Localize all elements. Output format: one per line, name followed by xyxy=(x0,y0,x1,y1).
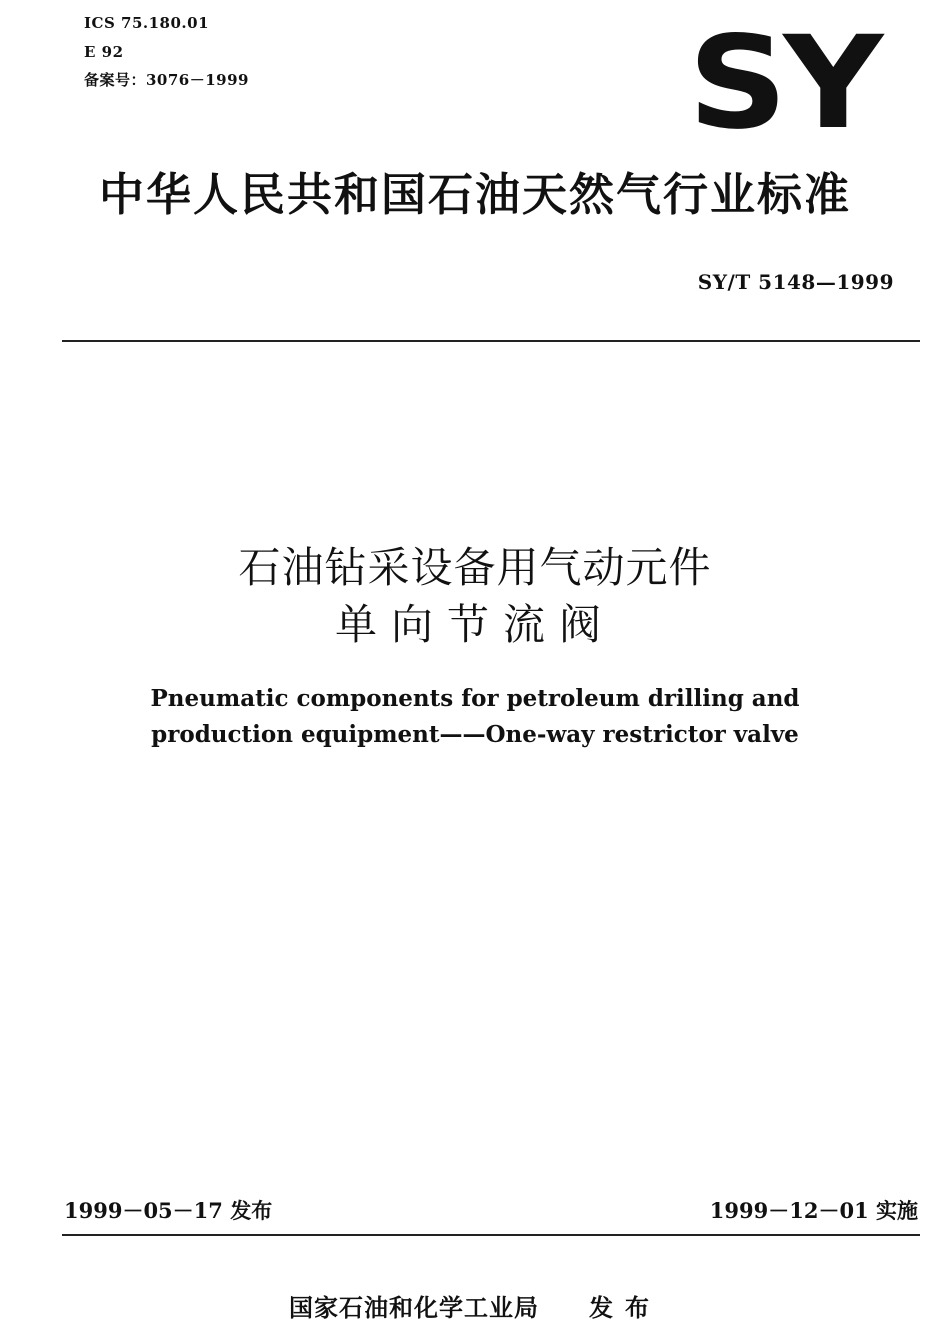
title-en-line2: production equipment——One-way restrictor valve xyxy=(151,721,799,748)
standard-number: SY/T 5148—1999 xyxy=(697,270,894,294)
title-en-line1: Pneumatic components for petroleum drilling and xyxy=(150,685,800,712)
ics-code: ICS 75.180.01 xyxy=(84,14,210,32)
publisher-line xyxy=(0,1288,950,1323)
registration-number: 备案号：3076－1999 xyxy=(84,71,249,89)
publisher-label: 发布 xyxy=(589,1294,661,1322)
top-divider xyxy=(62,340,920,342)
issue-date: 1999－05－17 发布 xyxy=(64,1198,273,1223)
org-title: 中华人民共和国石油天然气行业标准 xyxy=(98,168,851,221)
sy-logo: SY xyxy=(688,9,880,158)
title-cn-line2: 单向节流阀 xyxy=(334,600,615,649)
implementation-date: 1999－12－01 实施 xyxy=(709,1198,918,1223)
publisher-name: 国家石油和化学工业局 xyxy=(289,1294,539,1322)
classification-code: E 92 xyxy=(84,43,124,61)
bottom-divider xyxy=(62,1234,920,1236)
title-cn-line1: 石油钻采设备用气动元件 xyxy=(238,543,712,592)
